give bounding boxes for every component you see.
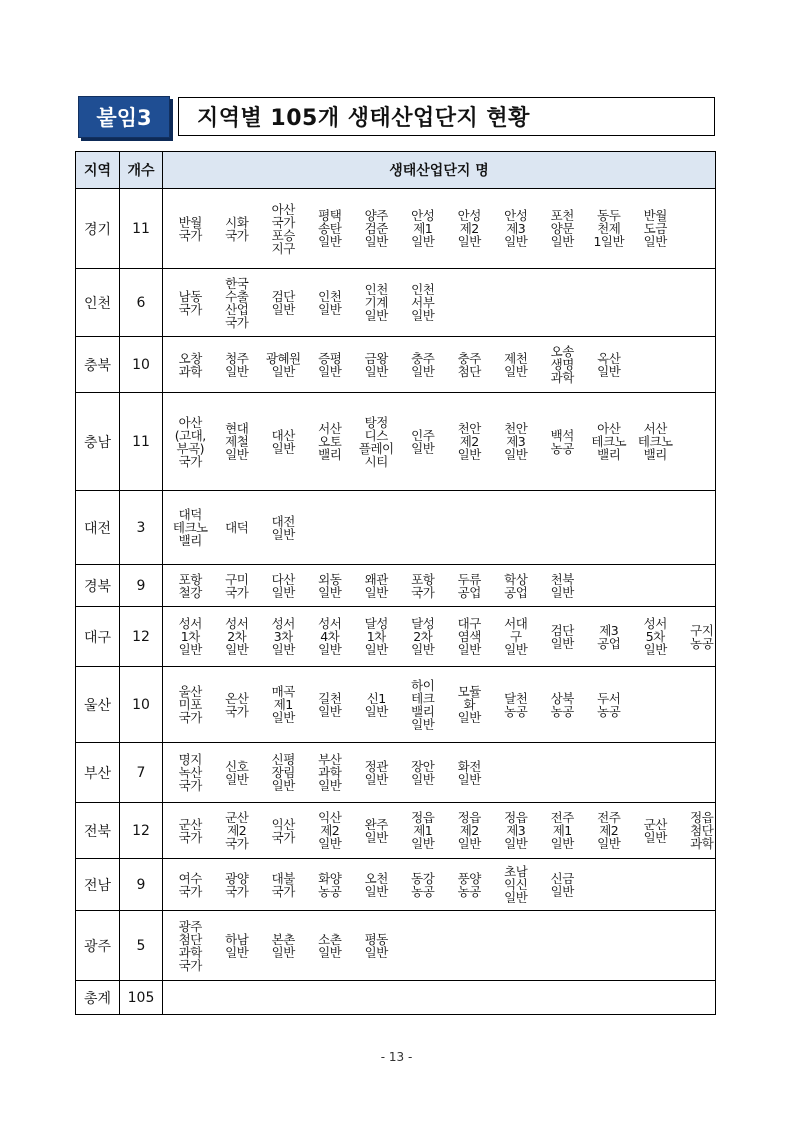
region-cell: 울산 xyxy=(76,667,120,743)
title-area xyxy=(78,96,715,138)
park-name: 인천 일반 xyxy=(318,288,342,317)
park-names-cell xyxy=(163,743,716,803)
table-row xyxy=(76,189,716,269)
park-name: 광주 첨단 과학 국가 xyxy=(178,918,202,973)
park-name: 부산 과학 일반 xyxy=(318,752,342,793)
park-name: 성서 2차 일반 xyxy=(225,616,249,657)
park-name: 광양 국가 xyxy=(225,870,249,899)
park-names-cell xyxy=(163,803,716,859)
page-number: - 13 - xyxy=(380,1050,413,1064)
park-name: 충주 일반 xyxy=(411,350,435,379)
park-name: 검단 일반 xyxy=(271,288,295,317)
park-name: 천안 제2 일반 xyxy=(457,421,481,462)
park-names-cell xyxy=(163,269,716,337)
park-name: 외동 일반 xyxy=(318,571,342,600)
park-list xyxy=(163,865,715,904)
park-name: 두류 공업 xyxy=(457,571,481,600)
park-name: 풍양 농공 xyxy=(457,870,481,899)
park-name: 서대 구 일반 xyxy=(504,616,528,657)
park-names-cell xyxy=(163,607,716,667)
column-header-count: 개수 xyxy=(120,152,163,189)
park-name: 백석 농공 xyxy=(550,427,574,456)
park-name: 대덕 테크노 밸리 xyxy=(172,507,208,548)
table-row xyxy=(76,491,716,565)
park-list xyxy=(163,920,715,972)
count-cell: 3 xyxy=(120,491,163,565)
eco-industrial-park-table xyxy=(75,151,716,1015)
park-name: 장안 일반 xyxy=(411,758,435,787)
park-name: 옥산 일반 xyxy=(597,350,621,379)
park-name: 대구 염색 일반 xyxy=(457,616,481,657)
park-name: 서산 오토 밸리 xyxy=(318,421,342,462)
count-cell: 6 xyxy=(120,269,163,337)
park-name: 정읍 첨단 과학 xyxy=(690,810,714,851)
region-cell: 전북 xyxy=(76,803,120,859)
park-name: 길천 일반 xyxy=(318,690,342,719)
count-cell: 11 xyxy=(120,393,163,491)
park-names-cell xyxy=(163,565,716,607)
table-header-row xyxy=(76,152,716,189)
region-cell: 충남 xyxy=(76,393,120,491)
park-names-cell xyxy=(163,667,716,743)
park-name: 하남 일반 xyxy=(225,931,249,960)
total-row xyxy=(76,981,716,1015)
park-name: 완주 일반 xyxy=(364,816,388,845)
park-name: 반월 국가 xyxy=(178,214,202,243)
page-title: 지역별 105개 생태산업단지 현황 xyxy=(178,97,715,136)
table-body xyxy=(76,189,716,1015)
park-name: 아산 국가 포승 지구 xyxy=(271,201,295,256)
park-name: 동두 천제 1일반 xyxy=(593,208,625,249)
park-names-cell xyxy=(163,337,716,393)
table-row xyxy=(76,859,716,911)
park-name: 매곡 제1 일반 xyxy=(271,684,295,725)
park-names-cell xyxy=(163,393,716,491)
park-name: 평동 일반 xyxy=(364,931,388,960)
park-name: 다산 일반 xyxy=(271,571,295,600)
table-row xyxy=(76,803,716,859)
park-name: 정읍 제1 일반 xyxy=(411,810,435,851)
park-name: 안성 제2 일반 xyxy=(457,208,481,249)
park-name: 신호 일반 xyxy=(225,758,249,787)
park-name: 대덕 xyxy=(225,520,249,535)
park-name: 신금 일반 xyxy=(550,870,574,899)
region-cell: 충북 xyxy=(76,337,120,393)
park-name: 성서 1차 일반 xyxy=(178,616,202,657)
park-list xyxy=(163,753,715,792)
park-name: 신평 장림 일반 xyxy=(271,752,295,793)
park-name: 서산 테크노 밸리 xyxy=(637,421,673,462)
total-count: 105 xyxy=(120,981,163,1015)
park-name: 정관 일반 xyxy=(364,758,388,787)
park-name: 남동 국가 xyxy=(178,288,202,317)
park-name: 화전 일반 xyxy=(457,758,481,787)
park-name: 대전 일반 xyxy=(271,513,295,542)
park-name: 포항 철강 xyxy=(178,571,202,600)
park-name: 평택 송탄 일반 xyxy=(318,208,342,249)
park-name: 검단 일반 xyxy=(550,622,574,651)
park-name: 구미 국가 xyxy=(225,571,249,600)
park-list xyxy=(163,573,715,599)
table-row xyxy=(76,565,716,607)
count-cell: 7 xyxy=(120,743,163,803)
park-name: 본촌 일반 xyxy=(271,931,295,960)
park-names-cell xyxy=(163,189,716,269)
park-name: 대산 일반 xyxy=(271,427,295,456)
park-names-cell xyxy=(163,859,716,911)
park-name: 하이 테크 밸리 일반 xyxy=(411,677,435,732)
table-row xyxy=(76,743,716,803)
region-cell: 인천 xyxy=(76,269,120,337)
park-name: 학상 공업 xyxy=(504,571,528,600)
park-list xyxy=(163,508,715,547)
table-row xyxy=(76,607,716,667)
park-name: 달성 1차 일반 xyxy=(364,616,388,657)
park-name: 금왕 일반 xyxy=(364,350,388,379)
park-list xyxy=(163,811,715,850)
count-cell: 10 xyxy=(120,337,163,393)
park-name: 제천 일반 xyxy=(504,350,528,379)
park-list xyxy=(163,203,715,255)
park-list xyxy=(163,416,715,468)
park-list xyxy=(163,277,715,329)
park-name: 왜관 일반 xyxy=(364,571,388,600)
park-name: 전주 제1 일반 xyxy=(550,810,574,851)
park-name: 초남 익신 일반 xyxy=(504,864,528,905)
column-header-region: 지역 xyxy=(76,152,120,189)
park-name: 구지 농공 xyxy=(690,622,714,651)
park-name: 전주 제2 일반 xyxy=(597,810,621,851)
park-name: 울산 미포 국가 xyxy=(178,684,202,725)
park-name: 온산 국가 xyxy=(225,690,249,719)
park-list xyxy=(163,617,715,656)
table-row xyxy=(76,269,716,337)
region-cell: 경북 xyxy=(76,565,120,607)
table-row xyxy=(76,393,716,491)
column-header-names: 생태산업단지 명 xyxy=(163,152,716,189)
park-name: 두서 농공 xyxy=(597,690,621,719)
park-name: 소촌 일반 xyxy=(318,931,342,960)
park-names-cell xyxy=(163,491,716,565)
park-name: 증평 일반 xyxy=(318,350,342,379)
count-cell: 10 xyxy=(120,667,163,743)
park-name: 오천 일반 xyxy=(364,870,388,899)
park-name: 양주 검준 일반 xyxy=(364,208,388,249)
table-row xyxy=(76,667,716,743)
attachment-badge: 붙임3 xyxy=(78,96,170,138)
park-name: 반월 도금 일반 xyxy=(643,208,667,249)
count-cell: 11 xyxy=(120,189,163,269)
park-list xyxy=(163,679,715,731)
region-cell: 경기 xyxy=(76,189,120,269)
park-name: 상북 농공 xyxy=(550,690,574,719)
park-name: 시화 국가 xyxy=(225,214,249,243)
park-name: 대불 국가 xyxy=(271,870,295,899)
park-name: 정읍 제2 일반 xyxy=(457,810,481,851)
park-name: 인천 기계 일반 xyxy=(364,282,388,323)
park-name: 달성 2차 일반 xyxy=(411,616,435,657)
region-cell: 전남 xyxy=(76,859,120,911)
park-name: 동강 농공 xyxy=(411,870,435,899)
park-list xyxy=(163,345,715,384)
park-name: 광혜원 일반 xyxy=(265,350,301,379)
park-name: 천안 제3 일반 xyxy=(504,421,528,462)
park-name: 명지 녹산 국가 xyxy=(178,752,202,793)
park-name: 아산 (고대, 부곡) 국가 xyxy=(174,414,206,469)
total-label: 총계 xyxy=(76,981,120,1015)
park-name: 충주 첨단 xyxy=(457,350,481,379)
count-cell: 12 xyxy=(120,607,163,667)
park-name: 한국 수출 산업 국가 xyxy=(225,275,249,330)
park-name: 포천 양문 일반 xyxy=(550,208,574,249)
park-name: 성서 4차 일반 xyxy=(318,616,342,657)
count-cell: 5 xyxy=(120,911,163,981)
park-name: 안성 제1 일반 xyxy=(411,208,435,249)
park-name: 성서 5차 일반 xyxy=(643,616,667,657)
park-name: 익산 제2 일반 xyxy=(318,810,342,851)
table-row xyxy=(76,337,716,393)
total-empty-cell xyxy=(163,981,716,1015)
park-name: 청주 일반 xyxy=(225,350,249,379)
park-name: 오송 생명 과학 xyxy=(550,344,574,385)
park-name: 현대 제철 일반 xyxy=(225,421,249,462)
park-name: 모듈 화 일반 xyxy=(457,684,481,725)
count-cell: 9 xyxy=(120,565,163,607)
park-name: 천북 일반 xyxy=(550,571,574,600)
region-cell: 대구 xyxy=(76,607,120,667)
region-cell: 광주 xyxy=(76,911,120,981)
park-name: 군산 국가 xyxy=(178,816,202,845)
park-name: 여수 국가 xyxy=(178,870,202,899)
park-name: 아산 테크노 밸리 xyxy=(591,421,627,462)
table-row xyxy=(76,911,716,981)
park-name: 탕정 디스 플레이 시티 xyxy=(358,414,394,469)
park-name: 포항 국가 xyxy=(411,571,435,600)
park-name: 제3 공업 xyxy=(597,622,621,651)
park-name: 성서 3차 일반 xyxy=(271,616,295,657)
park-name: 인천 서부 일반 xyxy=(411,282,435,323)
count-cell: 9 xyxy=(120,859,163,911)
park-name: 익산 국가 xyxy=(271,816,295,845)
park-name: 군산 일반 xyxy=(643,816,667,845)
park-name: 신1 일반 xyxy=(364,690,388,719)
park-names-cell xyxy=(163,911,716,981)
park-name: 군산 제2 국가 xyxy=(225,810,249,851)
count-cell: 12 xyxy=(120,803,163,859)
park-name: 안성 제3 일반 xyxy=(504,208,528,249)
park-name: 인주 일반 xyxy=(411,427,435,456)
park-name: 화양 농공 xyxy=(318,870,342,899)
park-name: 오창 과학 xyxy=(178,350,202,379)
park-name: 정읍 제3 일반 xyxy=(504,810,528,851)
park-name: 달천 농공 xyxy=(504,690,528,719)
region-cell: 대전 xyxy=(76,491,120,565)
region-cell: 부산 xyxy=(76,743,120,803)
